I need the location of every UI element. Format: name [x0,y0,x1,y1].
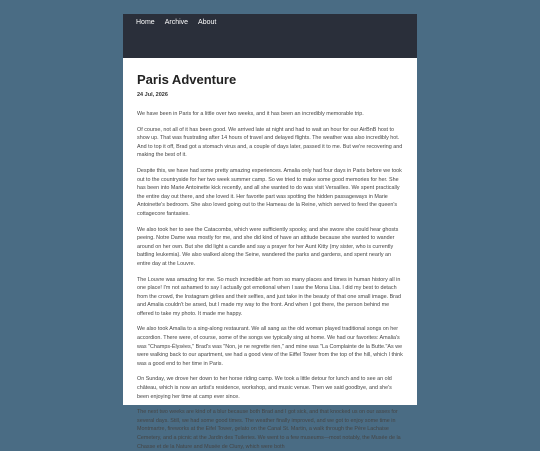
post-paragraph: The next two weeks are kind of a blur because both Brad and I got sick, and that knocked us on our asses for several days. Still, we had some good times. The weather finally improved, and we got to enjoy some time in Montmartre, fireworks at the Eifel Tower, gelato on the Canal St. Martin, a walk through the Père Lachaise Cemetery, and a picnic at the Jardin des Tuileries. We went to a few museums—most notably, the Musée de la Chasse et de la Nature and Musée de Cluny, which were both [137,409,401,450]
nav-home-link[interactable]: Home [136,19,155,26]
nav-archive-link[interactable]: Archive [164,19,189,26]
post-paragraph: The Louvre was amazing for me. So much incredible art from so many places and times in human history all in one place! I'm not ashamed to say I actually got emotional when I saw the Mona Lisa. I did my best to detach from the crowd, the Instagram girlies and their selfies, and just take in the beauty of that one small image. Brad and Amalia couldn't be arsed, but I made my way to the front. And when I got there, the person behind me offered to take my photo. It made me happy. [137,276,401,317]
post-paragraph: We have been in Paris for a little over two weeks, and it has been an incredibly memorable trip. [137,111,364,117]
post-paragraph: Of course, not all of it has been good. We arrived late at night and had to wait an hour for our AirBnB host to show up. That was frustrating after 14 hours of travel and delayed flights. The weather was also incredibly hot. And to top it off, Brad got a stomach virus and, a couple of days later, passed it to me. But we're recovering and making the best of it. [137,126,403,159]
post-paragraph: On Sunday, we drove her down to her horse riding camp. We took a little detour for lunch and to see an old château, which is now an artist's residence, workshop, and music venue. Then we said goodbye, and she's been enjoying her time at camp ever since. [137,376,392,400]
post-paragraph: We also took her to see the Catacombs, which were sufficiently spooky, and she swore she could hear ghosts peeing. Notre Dame was mostly for me, and she did kind of have an attitude because she wanted to wander around on her own. But she did light a candle and say a prayer for her Aunt Kitty (my sister, who is currently battling leukemia). We also walked along the Seine, wandered the parks and gardens, and spent nearly an entire day at the Louvre. [137,226,399,267]
post-paragraph: Despite this, we have had some pretty amazing experiences. Amalia only had four days in Paris before we took out to the countryside for her two week summer camp. So we tried to make some good memories for her. She has been into Marie Antoinette kick recently, and all she wanted to do was visit Versailles. We spent practically the entire day out there, and she loved it. Her favorite part was spotting the hidden passageways in Marie Antoinette's bedroom. She also loved going out to the Hameau de la Reine, which served to feed the queen's cottagecore fantasies. [137,167,402,217]
post-date: 24 Jul, 2026 [137,92,168,98]
nav-about-link[interactable]: About [198,19,217,26]
top-navbar [123,14,417,58]
post-paragraph: We also took Amalia to a sing-along restaurant. We all sang as the old woman played traditional songs on her accordion. There were, of course, some of the songs we typically sing at home. We had our favorites: Amalia's was "Champs-Élysées," Brad's was "Non, je ne regrette rien," and mine was "La Complainte de la Butte."As we were walking back to our apartment, we had a good view of the Eiffel Tower from the top of the hill, which I think was a good end to her time in Paris. [137,326,403,367]
page-frame [123,14,417,450]
blog-post [123,58,417,451]
post-title: Paris Adventure [137,72,237,87]
